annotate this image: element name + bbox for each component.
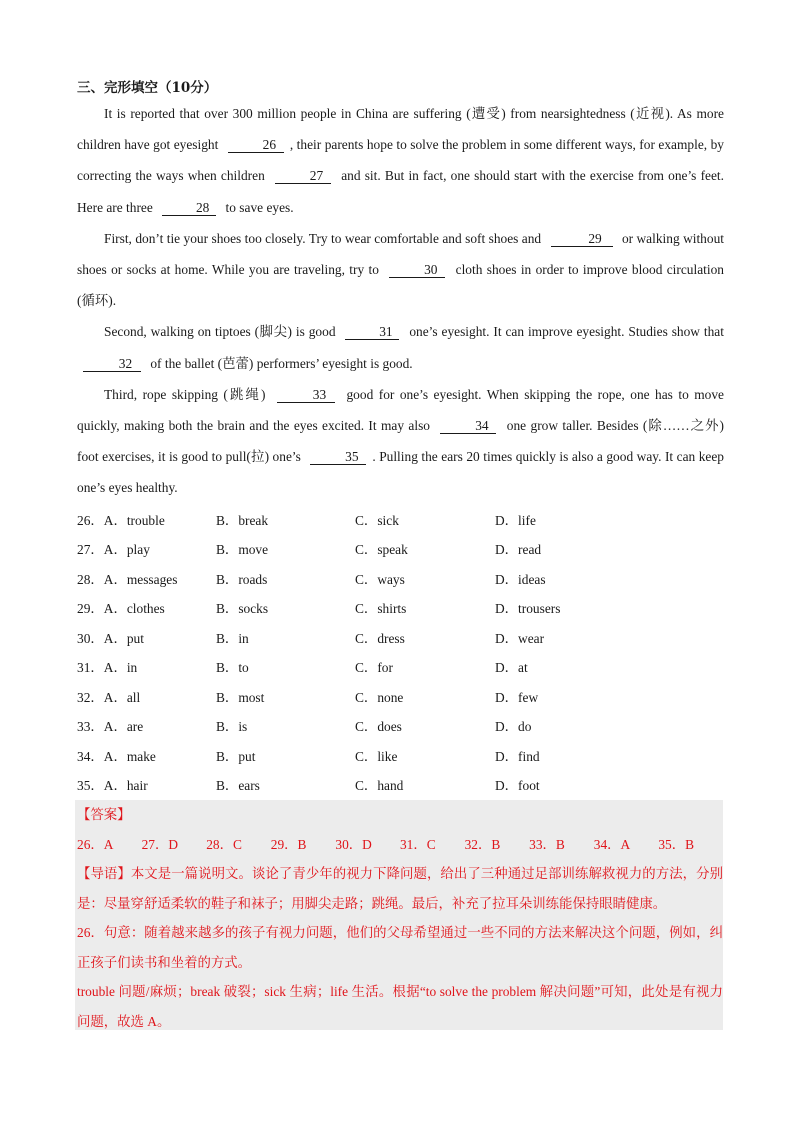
- option-a-text[interactable]: A．trouble: [103, 512, 165, 528]
- passage-text: one grow taller. Besides (除……之外) foot exercises, it is good to pull(拉) one’s: [77, 418, 724, 465]
- option-d[interactable]: D．at: [495, 660, 528, 676]
- blank-28[interactable]: 28: [162, 201, 216, 216]
- option-d[interactable]: D．life: [495, 512, 536, 528]
- section-heading: 三、完形填空（10分）: [77, 80, 218, 96]
- option-row-26: [77, 506, 724, 536]
- blank-32[interactable]: 32: [83, 357, 141, 372]
- option-row-29: [77, 594, 724, 624]
- passage-paragraph-3: [77, 316, 724, 378]
- answer-key: 27．D: [141, 836, 179, 852]
- option-a-text[interactable]: A．clothes: [103, 601, 165, 617]
- option-d[interactable]: D．do: [495, 719, 532, 735]
- passage-text: Third, rope skipping (跳绳): [104, 386, 266, 402]
- answer-panel: [75, 800, 723, 1030]
- options-list: [77, 506, 724, 801]
- option-a-text[interactable]: A．play: [103, 542, 150, 558]
- answer-label: 【答案】: [77, 807, 131, 822]
- option-a: [77, 594, 216, 624]
- passage-text: one’s eyesight. It can improve eyesight. Studies show that: [409, 324, 724, 340]
- option-a-text[interactable]: A．put: [103, 630, 144, 646]
- passage-text: It is reported that over 300 million people in China are suffering (遭受) from nearsightedness (近视). As more children have got eyesight: [77, 106, 724, 153]
- option-b[interactable]: B．most: [216, 689, 265, 705]
- passage-text: First, don’t tie your shoes too closely. Try to wear comfortable and soft shoes and: [104, 230, 542, 246]
- passage-text: to save eyes.: [225, 199, 294, 215]
- option-b[interactable]: B．put: [216, 748, 256, 764]
- option-c[interactable]: C．does: [355, 719, 402, 735]
- question-number: 27．: [77, 542, 104, 558]
- blank-35[interactable]: 35: [310, 450, 366, 465]
- option-a: [77, 683, 216, 713]
- question-number: 26．: [77, 512, 104, 528]
- document-page: [77, 70, 724, 801]
- blank-30[interactable]: 30: [389, 263, 445, 278]
- question-number: 34．: [77, 748, 104, 764]
- option-a: [77, 565, 216, 595]
- passage-text: and sit. But in fact, one should start with the exercise from one’s feet. Here are three: [77, 168, 724, 215]
- option-c[interactable]: C．none: [355, 689, 404, 705]
- option-row-31: [77, 653, 724, 683]
- passage-paragraph-1: [77, 98, 724, 223]
- option-c[interactable]: C．for: [355, 660, 393, 676]
- blank-26[interactable]: 26: [228, 138, 284, 153]
- option-a-text[interactable]: A．all: [103, 689, 141, 705]
- passage-text: cloth shoes in order to improve blood circulation (循环).: [77, 262, 724, 309]
- question-number: 35．: [77, 778, 104, 794]
- option-c[interactable]: C．ways: [355, 571, 405, 587]
- answer-key: 30．D: [335, 836, 372, 852]
- option-d[interactable]: D．wear: [495, 630, 545, 646]
- option-a: [77, 653, 216, 683]
- blank-34[interactable]: 34: [440, 419, 496, 434]
- option-row-32: [77, 683, 724, 713]
- option-d[interactable]: D．few: [495, 689, 539, 705]
- option-d[interactable]: D．read: [495, 542, 542, 558]
- blank-27[interactable]: 27: [275, 169, 331, 184]
- question-number: 32．: [77, 689, 104, 705]
- option-b[interactable]: B．in: [216, 630, 249, 646]
- blank-31[interactable]: 31: [345, 325, 399, 340]
- option-c[interactable]: C．hand: [355, 778, 404, 794]
- option-c[interactable]: C．shirts: [355, 601, 407, 617]
- answer-key: 28．C: [206, 836, 242, 852]
- option-row-34: [77, 742, 724, 772]
- option-c[interactable]: C．dress: [355, 630, 405, 646]
- answer-key: 26．A: [77, 836, 114, 852]
- answer-keys: [75, 830, 723, 860]
- answer-q26-explanation: trouble 问题/麻烦；break 破裂；sick 生病；life 生活。根据“to solve the problem 解决问题”可知，此处是有视力问题，故选 A。: [77, 984, 723, 1029]
- option-a-text[interactable]: A．make: [103, 748, 156, 764]
- option-row-35: [77, 771, 724, 801]
- option-a: [77, 771, 216, 801]
- answer-q26-meaning: 26．句意：随着越来越多的孩子有视力问题，他们的父母希望通过一些不同的方法来解决这个问题，例如，纠正孩子们读书和坐着的方式。: [77, 925, 723, 970]
- option-a: [77, 742, 216, 772]
- option-c[interactable]: C．sick: [355, 512, 399, 528]
- option-c[interactable]: C．like: [355, 748, 398, 764]
- option-d[interactable]: D．find: [495, 748, 540, 764]
- option-d[interactable]: D．foot: [495, 778, 540, 794]
- passage-text: Second, walking on tiptoes (脚尖) is good: [104, 324, 336, 340]
- answer-key: 32．B: [464, 836, 501, 852]
- passage-text: . Pulling the ears 20 times quickly is also a good way. It can keep one’s eyes healthy.: [77, 449, 724, 496]
- option-a-text[interactable]: A．messages: [103, 571, 178, 587]
- option-b[interactable]: B．is: [216, 719, 248, 735]
- option-b[interactable]: B．roads: [216, 571, 268, 587]
- answer-key: 33．B: [529, 836, 565, 852]
- option-c[interactable]: C．speak: [355, 542, 408, 558]
- option-a-text[interactable]: A．are: [103, 719, 144, 735]
- passage-paragraph-4: [77, 379, 724, 504]
- passage-text: , their parents hope to solve the problem in some different ways, for example, by correcting the ways when children: [77, 137, 724, 184]
- option-b[interactable]: B．ears: [216, 778, 260, 794]
- passage-text: or walking without shoes or socks at home. While you are traveling, try to: [77, 230, 724, 278]
- option-b[interactable]: B．socks: [216, 601, 269, 617]
- answer-key: 35．B: [658, 836, 695, 852]
- blank-33[interactable]: 33: [277, 388, 335, 403]
- option-a: [77, 624, 216, 654]
- question-number: 33．: [77, 719, 104, 735]
- option-b[interactable]: B．break: [216, 512, 269, 528]
- option-b[interactable]: B．move: [216, 542, 269, 558]
- blank-29[interactable]: 29: [551, 232, 613, 247]
- option-d[interactable]: D．trousers: [495, 601, 561, 617]
- option-a: [77, 506, 216, 536]
- option-row-33: [77, 712, 724, 742]
- option-a-text[interactable]: A．in: [103, 660, 138, 676]
- question-number: 30．: [77, 630, 104, 646]
- option-row-28: [77, 565, 724, 595]
- option-b[interactable]: B．to: [216, 660, 249, 676]
- answer-guide: 【导语】本文是一篇说明文。谈论了青少年的视力下降问题，给出了三种通过足部训练解救视力的方法，分别是：尽量穿舒适柔软的鞋子和袜子；用脚尖走路；跳绳。最后，补充了拉耳朵训练能保持眼睛健康。: [77, 866, 723, 911]
- passage-text: good for one’s eyesight. When skipping the rope, one has to move quickly, making both the brain and the eyes excited. It may also: [77, 386, 725, 434]
- option-a: [77, 535, 216, 565]
- option-d[interactable]: D．ideas: [495, 571, 546, 587]
- answer-key: 34．A: [593, 836, 631, 852]
- answer-key: 29．B: [270, 836, 307, 852]
- option-row-27: [77, 535, 724, 565]
- passage-paragraph-2: [77, 223, 724, 317]
- question-number: 29．: [77, 601, 104, 617]
- answer-key: 31．C: [399, 836, 436, 852]
- question-number: 31．: [77, 660, 104, 676]
- option-a-text[interactable]: A．hair: [103, 778, 148, 794]
- option-a: [77, 712, 216, 742]
- option-row-30: [77, 624, 724, 654]
- question-number: 28．: [77, 571, 104, 587]
- passage-text: of the ballet (芭蕾) performers’ eyesight is good.: [150, 355, 413, 371]
